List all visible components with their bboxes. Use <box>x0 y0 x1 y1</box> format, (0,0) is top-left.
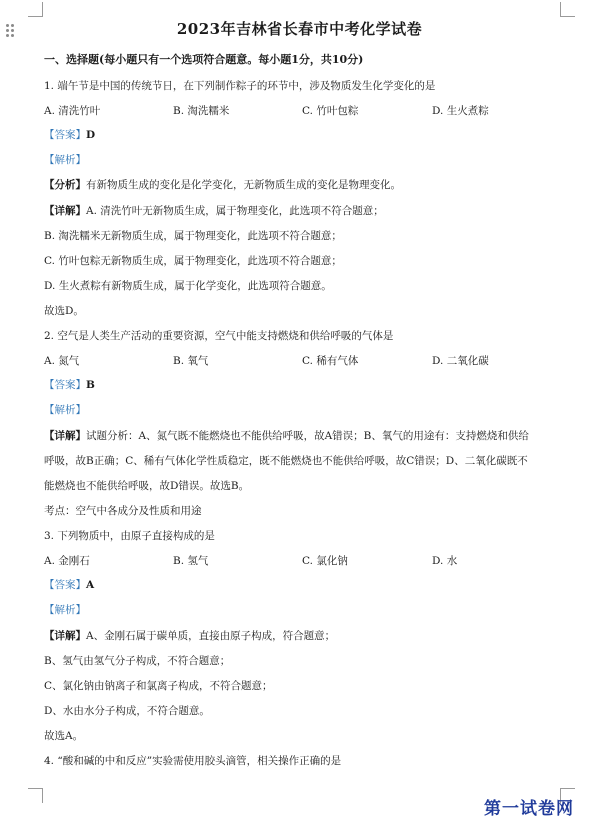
fenxi-tag: 【分析】 <box>44 179 86 191</box>
q2-note: 考点：空气中各成分及性质和用途 <box>44 505 202 517</box>
q1-detail-line-2: B. 淘洗糯米无新物质生成，属于物理变化，此选项不符合题意； <box>44 230 342 242</box>
q2-answer <box>44 378 95 392</box>
q2-detail-line-1 <box>44 429 529 443</box>
q3-detail-line-4: D、水由水分子构成，不符合题意。 <box>44 705 210 717</box>
q2-answer-value: B <box>86 379 95 391</box>
q2-option-c: C. 稀有气体 <box>302 355 359 367</box>
q3-conclusion: 故选A。 <box>44 730 84 742</box>
q1-detail-line-3: C. 竹叶包粽无新物质生成，属于物理变化，此选项不符合题意； <box>44 255 342 267</box>
q1-detail-line-1 <box>44 204 384 218</box>
detail-tag: 【详解】 <box>44 630 86 642</box>
answer-tag: 【答案】 <box>44 579 86 591</box>
crop-mark-top-right <box>560 2 575 17</box>
q1-option-c: C. 竹叶包粽 <box>302 105 359 117</box>
q3-stem: 3. 下列物质中，由原子直接构成的是 <box>44 530 215 542</box>
q1-detail-text-1: A. 清洗竹叶无新物质生成，属于物理变化，此选项不符合题意； <box>86 205 384 217</box>
q2-detail-text-1: 试题分析：A、氮气既不能燃烧也不能供给呼吸，故A错误；B、氧气的用途有：支持燃烧和供给 <box>86 430 529 442</box>
site-watermark-logo: 第一试卷网 <box>484 799 574 819</box>
q1-fenxi-text: 有新物质生成的变化是化学变化，无新物质生成的变化是物理变化。 <box>86 179 401 191</box>
q3-option-d: D. 水 <box>432 555 458 567</box>
q1-conclusion: 故选D。 <box>44 305 84 317</box>
q3-option-c: C. 氯化钠 <box>302 555 348 567</box>
q3-detail-line-3: C、氯化钠由钠离子和氯离子构成，不符合题意； <box>44 680 273 692</box>
detail-tag: 【详解】 <box>44 430 86 442</box>
q3-detail-line-1 <box>44 629 335 643</box>
q1-analysis-tag: 【解析】 <box>44 154 86 166</box>
section-heading: 一、选择题(每小题只有一个选项符合题意。每小题1分，共10分) <box>44 53 364 66</box>
q3-analysis-tag: 【解析】 <box>44 604 86 616</box>
q1-option-a: A. 清洗竹叶 <box>44 105 101 117</box>
q3-option-b: B. 氢气 <box>173 555 209 567</box>
detail-tag: 【详解】 <box>44 205 86 217</box>
q2-analysis-tag: 【解析】 <box>44 404 86 416</box>
q3-option-a: A. 金刚石 <box>44 555 90 567</box>
answer-tag: 【答案】 <box>44 129 86 141</box>
q3-answer-value: A <box>86 579 95 591</box>
q4-stem: 4. “酸和碱的中和反应”实验需使用胶头滴管，相关操作正确的是 <box>44 755 342 767</box>
q2-option-d: D. 二氧化碳 <box>432 355 489 367</box>
q2-stem: 2. 空气是人类生产活动的重要资源，空气中能支持燃烧和供给呼吸的气体是 <box>44 330 394 342</box>
q1-answer-value: D <box>86 129 96 141</box>
q1-option-b: B. 淘洗糯米 <box>173 105 230 117</box>
q1-answer <box>44 128 95 142</box>
q1-stem: 1. 端午节是中国的传统节日，在下列制作粽子的环节中，涉及物质发生化学变化的是 <box>44 80 436 92</box>
page-title: 2023年吉林省长春市中考化学试卷 <box>176 20 423 38</box>
answer-tag: 【答案】 <box>44 379 86 391</box>
q2-detail-line-2: 呼吸，故B正确；C、稀有气体化学性质稳定，既不能燃烧也不能供给呼吸，故C错误；D、二氧化碳既不 <box>44 455 528 467</box>
crop-mark-bottom-left <box>28 788 43 803</box>
q1-option-d: D. 生火煮粽 <box>432 105 489 117</box>
q3-answer <box>44 578 94 592</box>
q2-option-a: A. 氮气 <box>44 355 80 367</box>
crop-mark-top-left <box>28 2 43 17</box>
q2-detail-line-3: 能燃烧也不能供给呼吸，故D错误。故选B。 <box>44 480 250 492</box>
q1-detail-line-4: D. 生火煮粽有新物质生成，属于化学变化，此选项符合题意。 <box>44 280 332 292</box>
q2-option-b: B. 氧气 <box>173 355 209 367</box>
q3-detail-text-1: A、金刚石属于碳单质，直接由原子构成，符合题意； <box>86 630 336 642</box>
q1-fenxi <box>44 178 401 192</box>
q3-detail-line-2: B、氢气由氢气分子构成，不符合题意； <box>44 655 231 667</box>
